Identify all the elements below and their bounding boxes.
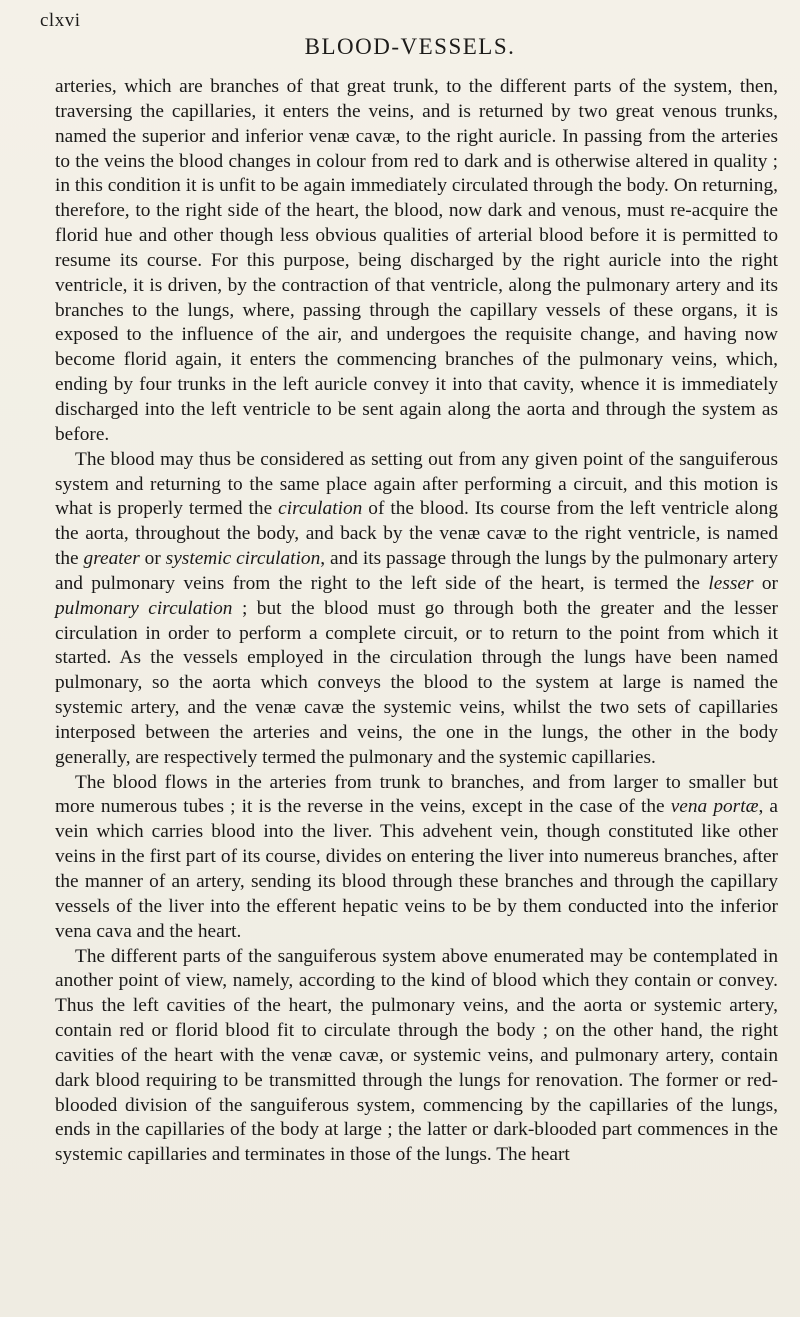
paragraph-1: arteries, which are branches of that great trunk, to the different parts of the system, then, traversing the capillaries, it enters the veins, and is returned by two great venous trunks, named the superior and inferior venæ cavæ, to the right auricle. In passing from the arteries to the veins the blood changes in colour from red to dark and is otherwise altered in quality ; in this condition it is unfit to be again immediately circulated through the body. On returning, therefore, to the right side of the heart, the blood, now dark and venous, must re-acquire the florid hue and other though less obvious qualities of arterial blood before it is permitted to resume its course. For this purpose, being discharged by the right auricle into the right ventricle, it is driven, by the contraction of that ventricle, along the pulmonary artery and its branches to the lungs, where, passing through the capillary vessels of these organs, it is exposed to the influence of the air, and undergoes the requisite change, and having now become florid again, it enters the commencing branches of the pulmonary veins, which, ending by four trunks in the left auricle convey it into that cavity, whence it is immediately discharged into the left ventricle to be sent again along the aorta and through the system as before. [55,76,778,445]
paragraph-4: The different parts of the sanguiferous system above enumerated may be contemplated in another point of view, namely, according to the kind of blood which they contain or convey. Thus the left cavities of the heart, the pulmonary veins, and the aorta or systemic artery, contain red or florid blood fit to circulate through the body ; on the other hand, the right cavities of the heart with the venæ cavæ, or systemic veins, and pulmonary artery, contain dark blood requiring to be transmitted through the lungs for renovation. The former or red-blooded division of the sanguiferous system, commencing by the capillaries of the lungs, ends in the capillaries of the body at large ; the latter or dark-blooded part commences in the systemic capillaries and terminates in those of the lungs. The heart [55,945,778,1166]
paragraph-3: The blood flows in the arteries from trunk to branches, and from larger to smaller but more numerous tubes ; it is the reverse in the veins, except in the case of the vena portæ, a vein which carries blood into the liver. This advehent vein, though constituted like other veins in the first part of its course, divides on entering the liver into numereus branches, after the manner of an artery, sending its blood through these branches and through the capillary vessels of the liver into the efferent hepatic veins to be by them conducted into the inferior vena cava and the heart. [55,771,779,942]
page-number: clxvi [40,10,81,31]
paragraph-2: The blood may thus be considered as setting out from any given point of the sanguiferous system and returning to the same place again after performing a circuit, and this motion is what is properly termed the circulation of the blood. Its course from the left ventricle along the aorta, throughout the body, and back by the venæ cavæ to the right ventricle, is named the greater or systemic circulation, and its passage through the lungs by the pulmonary artery and pulmonary veins from the right to the left side of the heart, is termed the lesser or pulmonary circulation ; but the blood must go through both the greater and the lesser circulation in order to perform a complete circuit, or to return to the point from which it started. As the vessels employed in the circulation through the lungs have been named pulmonary, so the aorta which conveys the blood to the system at large is named the systemic artery, and the venæ cavæ the systemic veins, whilst the two sets of capillaries interposed between the arteries and veins, the one in the lungs, the other in the body generally, are respectively termed the pulmonary and the systemic capillaries. [55,448,779,768]
body-text [55,75,778,1168]
running-head: BLOOD-VESSELS. [304,34,516,59]
page-header [40,10,780,59]
